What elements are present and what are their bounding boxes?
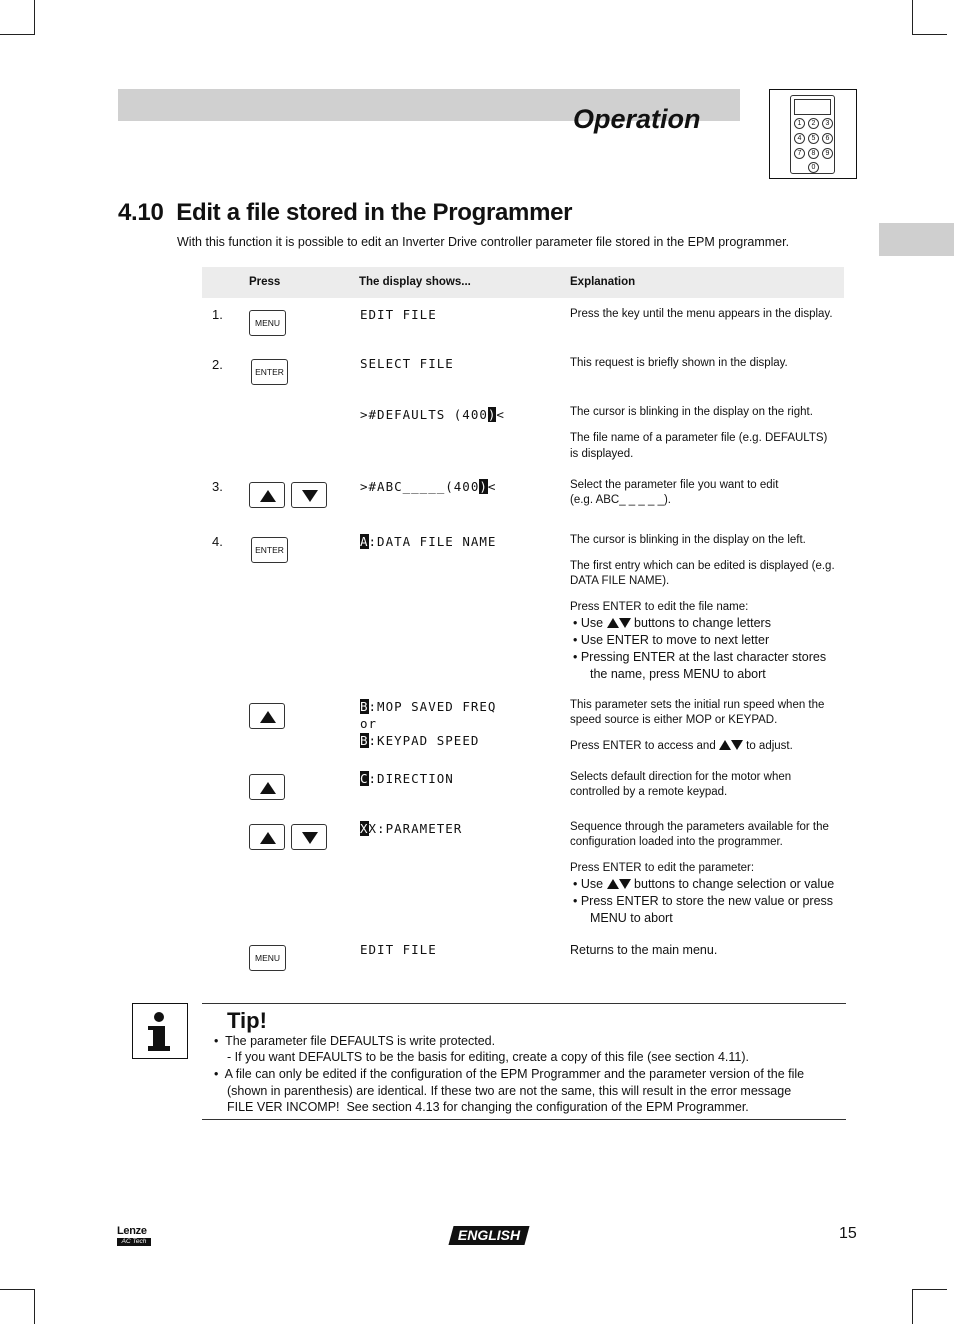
bullet-item: • Use ENTER to move to next letter — [573, 633, 770, 647]
keypad-key: 6 — [822, 133, 833, 144]
display-text: SELECT FILE — [360, 356, 454, 371]
step-number: 2. — [212, 357, 223, 372]
display-text: >#DEFAULTS (400)< — [360, 407, 505, 422]
display-text: >#ABC_____(400)< — [360, 479, 497, 494]
explanation-text: controlled by a remote keypad. — [570, 786, 728, 798]
up-arrow-icon — [607, 879, 619, 889]
tip-bottom-rule — [202, 1119, 846, 1120]
up-arrow-key — [249, 774, 285, 800]
logo-subtext: AC Tech — [117, 1238, 151, 1246]
tip-title: Tip! — [227, 1008, 267, 1033]
explanation-text: This request is briefly shown in the display. — [570, 357, 788, 369]
up-arrow-key — [249, 482, 285, 508]
keypad-key: 1 — [794, 118, 805, 129]
keypad-key: 2 — [808, 118, 819, 129]
explanation-text: Sequence through the parameters available for the — [570, 821, 829, 833]
up-arrow-key — [249, 824, 285, 850]
keypad-key: 8 — [808, 148, 819, 159]
explanation-text: Press ENTER to access and to adjust. — [570, 740, 793, 752]
keypad-icon — [769, 89, 857, 179]
cursor-block: B — [360, 733, 369, 748]
down-arrow-key — [291, 482, 327, 508]
cursor-block: X — [360, 821, 369, 836]
up-arrow-key — [249, 703, 285, 729]
up-arrow-icon — [260, 490, 276, 502]
explanation-text: Select the parameter file you want to edit — [570, 479, 779, 491]
keypad-body — [790, 95, 835, 174]
display-text: B:MOP SAVED FREQ — [360, 699, 497, 714]
display-text: EDIT FILE — [360, 942, 437, 957]
tip-top-rule — [202, 1003, 846, 1004]
bullet-item: • Press ENTER to store the new value or press — [573, 894, 834, 908]
logo-text: Lenze — [117, 1225, 147, 1237]
tip-text: - If you want DEFAULTS to be the basis for editing, create a copy of this file (see section 4.11). — [227, 1050, 750, 1064]
display-text: C:DIRECTION — [360, 771, 454, 786]
bullet-item: • Use buttons to change letters — [573, 616, 771, 630]
bullet-item: • Pressing ENTER at the last character stores — [573, 650, 827, 664]
tip-text: FILE VER INCOMP! See section 4.13 for changing the configuration of the EPM Programmer. — [227, 1100, 749, 1114]
keypad-key: 3 — [822, 118, 833, 129]
explanation-text: DATA FILE NAME). — [570, 575, 670, 587]
explanation-text: The first entry which can be edited is displayed (e.g. — [570, 560, 835, 572]
explanation-text: The cursor is blinking in the display on the left. — [570, 534, 806, 546]
up-arrow-icon — [607, 618, 619, 628]
keypad-key: 5 — [808, 133, 819, 144]
explanation-text: Press ENTER to edit the parameter: — [570, 862, 755, 874]
section-intro: With this function it is possible to edit an Inverter Drive controller parameter file stored in the EPM programmer. — [177, 235, 790, 249]
section-heading: 4.10 Edit a file stored in the Programmer — [118, 199, 573, 226]
explanation-text: configuration loaded into the programmer. — [570, 836, 783, 848]
enter-key: ENTER — [251, 537, 288, 563]
down-arrow-icon — [619, 618, 631, 628]
up-arrow-icon — [260, 832, 276, 844]
tip-text: • A file can only be edited if the configuration of the EPM Programmer and the parameter version of the file — [214, 1067, 805, 1081]
explanation-text: speed source is either MOP or KEYPAD. — [570, 714, 778, 726]
keypad-display — [794, 99, 831, 115]
keypad-key: 4 — [794, 133, 805, 144]
cursor-block: C — [360, 771, 369, 786]
down-arrow-icon — [302, 832, 318, 844]
display-text: XX:PARAMETER — [360, 821, 463, 836]
language-label: ENGLISH — [457, 1227, 521, 1243]
cursor-block: A — [360, 534, 369, 549]
display-text: B:KEYPAD SPEED — [360, 733, 480, 748]
enter-key: ENTER — [251, 359, 288, 385]
explanation-text: The file name of a parameter file (e.g. DEFAULTS) — [570, 432, 828, 444]
tip-text: (shown in parenthesis) are identical. If these two are not the same, this will result in the error message — [227, 1084, 792, 1098]
explanation-text: is displayed. — [570, 448, 634, 460]
tip-text: • The parameter file DEFAULTS is write protected. — [214, 1034, 496, 1048]
bullet-item: • Use buttons to change selection or value — [573, 877, 835, 891]
col-header-press: Press — [249, 276, 281, 288]
up-arrow-icon — [719, 740, 731, 750]
col-header-display: The display shows... — [359, 276, 471, 288]
keypad-key: 0 — [808, 162, 819, 173]
up-arrow-icon — [260, 782, 276, 794]
cursor-block: ) — [479, 479, 488, 494]
explanation-text: The cursor is blinking in the display on the right. — [570, 406, 813, 418]
cursor-block: ) — [487, 407, 497, 422]
step-number: 1. — [212, 307, 223, 322]
down-arrow-icon — [619, 879, 631, 889]
up-arrow-icon — [260, 711, 276, 723]
down-arrow-key — [291, 824, 327, 850]
down-arrow-icon — [302, 490, 318, 502]
info-icon — [132, 1003, 188, 1059]
explanation-text: Selects default direction for the motor when — [570, 771, 792, 783]
display-text: A:DATA FILE NAME — [360, 534, 497, 549]
menu-key: MENU — [249, 945, 286, 971]
step-number: 4. — [212, 534, 223, 549]
explanation-text: Press ENTER to edit the file name: — [570, 601, 749, 613]
brand-logo — [117, 1226, 151, 1246]
side-tab — [879, 223, 954, 256]
step-number: 3. — [212, 479, 223, 494]
display-text: EDIT FILE — [360, 307, 437, 322]
keypad-key: 9 — [822, 148, 833, 159]
keypad-key: 7 — [794, 148, 805, 159]
col-header-explanation: Explanation — [570, 276, 636, 288]
explanation-text: (e.g. ABC_ _ _ _ _). — [570, 494, 672, 506]
cursor-block: B — [360, 699, 369, 714]
explanation-text: Returns to the main menu. — [570, 943, 718, 957]
explanation-text: Press the key until the menu appears in the display. — [570, 308, 833, 320]
display-text: or — [360, 716, 378, 731]
page-number: 15 — [839, 1225, 857, 1242]
bullet-item: the name, press MENU to abort — [590, 667, 766, 681]
table-header — [202, 267, 844, 298]
bullet-item: MENU to abort — [590, 911, 673, 925]
page-title: Operation — [573, 104, 701, 134]
menu-key: MENU — [249, 310, 286, 336]
explanation-text: This parameter sets the initial run speed when the — [570, 699, 825, 711]
down-arrow-icon — [731, 740, 743, 750]
